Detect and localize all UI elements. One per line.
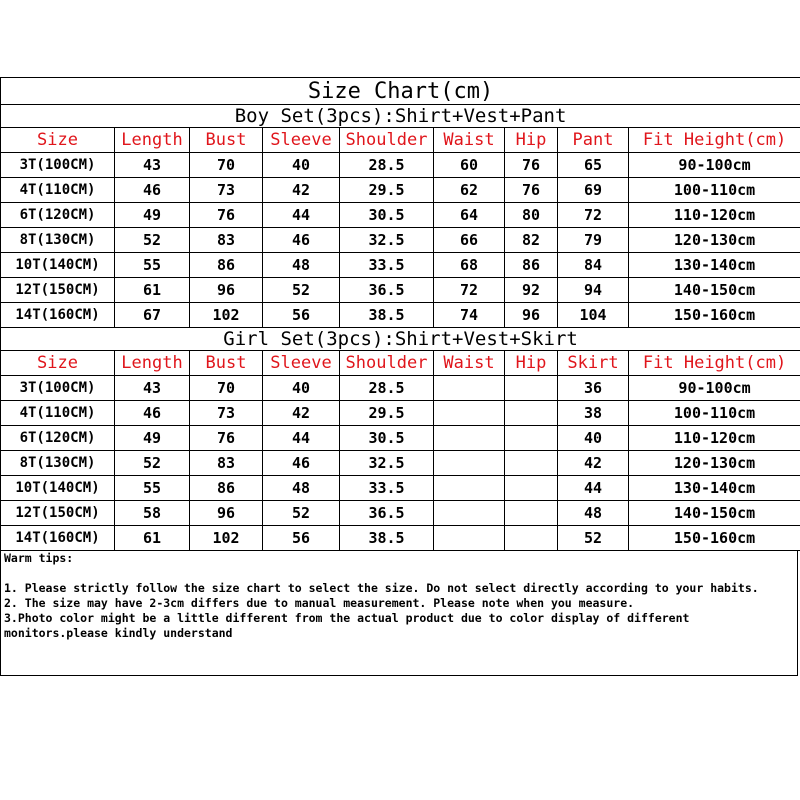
tip-line: 3.Photo color might be a little different from the actual product due to color display of different monitors.please kindly understand [4,611,690,640]
value-cell: 82 [505,228,558,253]
value-cell: 48 [263,253,340,278]
value-cell [505,401,558,426]
value-cell: 76 [190,426,263,451]
value-cell: 36.5 [340,278,434,303]
value-cell: 130-140cm [629,253,800,278]
size-table [0,77,800,551]
table-row [1,526,800,551]
column-header: Hip [505,351,558,376]
size-cell: 3T(100CM) [1,376,115,401]
value-cell: 38.5 [340,303,434,328]
value-cell: 33.5 [340,253,434,278]
boy-set-subtitle: Boy Set(3pcs):Shirt+Vest+Pant [1,105,800,128]
warm-tips [0,551,798,676]
value-cell: 49 [115,426,190,451]
value-cell: 150-160cm [629,526,800,551]
value-cell: 40 [558,426,629,451]
size-cell: 10T(140CM) [1,253,115,278]
value-cell: 60 [434,153,505,178]
value-cell: 52 [115,451,190,476]
value-cell [434,526,505,551]
value-cell [434,376,505,401]
value-cell: 56 [263,526,340,551]
value-cell: 73 [190,401,263,426]
table-row [1,228,800,253]
value-cell: 96 [505,303,558,328]
value-cell: 40 [263,153,340,178]
value-cell: 79 [558,228,629,253]
size-cell: 4T(110CM) [1,178,115,203]
size-cell: 3T(100CM) [1,153,115,178]
table-row [1,451,800,476]
value-cell: 52 [263,278,340,303]
column-header: Size [1,351,115,376]
column-header: Bust [190,128,263,153]
value-cell: 46 [115,178,190,203]
value-cell [434,451,505,476]
table-row [1,303,800,328]
value-cell: 55 [115,476,190,501]
column-header: Shoulder [340,351,434,376]
girl-set-subtitle: Girl Set(3pcs):Shirt+Vest+Skirt [1,328,800,351]
tip-line: 2. The size may have 2-3cm differs due to manual measurement. Please note when you measure. [4,596,635,610]
value-cell: 68 [434,253,505,278]
size-cell: 8T(130CM) [1,451,115,476]
column-header: Bust [190,351,263,376]
value-cell: 100-110cm [629,178,800,203]
value-cell: 67 [115,303,190,328]
value-cell [434,501,505,526]
value-cell: 96 [190,501,263,526]
value-cell: 43 [115,376,190,401]
value-cell: 32.5 [340,451,434,476]
value-cell [505,376,558,401]
column-header: Fit Height(cm) [629,351,800,376]
value-cell: 61 [115,526,190,551]
table-row [1,253,800,278]
value-cell: 64 [434,203,505,228]
column-header: Length [115,351,190,376]
value-cell: 72 [558,203,629,228]
value-cell [505,526,558,551]
value-cell: 65 [558,153,629,178]
value-cell: 29.5 [340,178,434,203]
tip-line: 1. Please strictly follow the size chart to select the size. Do not select directly according to your habits. [4,581,759,595]
value-cell [505,426,558,451]
value-cell [505,501,558,526]
value-cell: 80 [505,203,558,228]
value-cell [434,401,505,426]
value-cell: 104 [558,303,629,328]
value-cell: 32.5 [340,228,434,253]
value-cell [434,476,505,501]
column-header: Waist [434,351,505,376]
value-cell: 46 [263,228,340,253]
value-cell: 96 [190,278,263,303]
value-cell: 52 [115,228,190,253]
tips-heading: Warm tips: [4,551,74,565]
value-cell: 76 [190,203,263,228]
value-cell [434,426,505,451]
value-cell: 30.5 [340,203,434,228]
value-cell: 83 [190,228,263,253]
table-row [1,278,800,303]
value-cell: 150-160cm [629,303,800,328]
value-cell: 48 [263,476,340,501]
size-cell: 14T(160CM) [1,303,115,328]
value-cell: 76 [505,153,558,178]
size-cell: 4T(110CM) [1,401,115,426]
value-cell [505,451,558,476]
size-cell: 6T(120CM) [1,426,115,451]
value-cell: 28.5 [340,153,434,178]
value-cell: 86 [505,253,558,278]
value-cell: 69 [558,178,629,203]
value-cell: 44 [263,426,340,451]
value-cell: 70 [190,376,263,401]
value-cell: 84 [558,253,629,278]
column-header: Sleeve [263,351,340,376]
size-cell: 12T(150CM) [1,278,115,303]
value-cell: 86 [190,476,263,501]
value-cell: 66 [434,228,505,253]
value-cell: 52 [558,526,629,551]
table-row [1,501,800,526]
value-cell: 36 [558,376,629,401]
value-cell: 90-100cm [629,153,800,178]
column-header: Length [115,128,190,153]
chart-title: Size Chart(cm) [1,78,800,105]
value-cell: 61 [115,278,190,303]
value-cell: 58 [115,501,190,526]
table-row [1,426,800,451]
size-cell: 10T(140CM) [1,476,115,501]
value-cell: 73 [190,178,263,203]
size-cell: 12T(150CM) [1,501,115,526]
value-cell: 86 [190,253,263,278]
boy-header-row [1,128,800,153]
value-cell: 42 [558,451,629,476]
value-cell: 44 [263,203,340,228]
value-cell: 72 [434,278,505,303]
value-cell: 30.5 [340,426,434,451]
value-cell [505,476,558,501]
value-cell: 55 [115,253,190,278]
value-cell: 83 [190,451,263,476]
value-cell: 102 [190,526,263,551]
table-row [1,401,800,426]
value-cell: 110-120cm [629,426,800,451]
table-row [1,178,800,203]
size-cell: 8T(130CM) [1,228,115,253]
value-cell: 49 [115,203,190,228]
value-cell: 36.5 [340,501,434,526]
value-cell: 62 [434,178,505,203]
value-cell: 140-150cm [629,501,800,526]
size-cell: 14T(160CM) [1,526,115,551]
value-cell: 46 [263,451,340,476]
table-row [1,376,800,401]
table-row [1,203,800,228]
column-header: Hip [505,128,558,153]
column-header: Fit Height(cm) [629,128,800,153]
value-cell: 120-130cm [629,451,800,476]
value-cell: 130-140cm [629,476,800,501]
size-chart [0,77,800,676]
table-row [1,476,800,501]
column-header: Waist [434,128,505,153]
value-cell: 110-120cm [629,203,800,228]
value-cell: 100-110cm [629,401,800,426]
value-cell: 74 [434,303,505,328]
table-row [1,153,800,178]
value-cell: 94 [558,278,629,303]
value-cell: 120-130cm [629,228,800,253]
value-cell: 56 [263,303,340,328]
value-cell: 92 [505,278,558,303]
girl-header-row [1,351,800,376]
value-cell: 140-150cm [629,278,800,303]
column-header: Skirt [558,351,629,376]
value-cell: 46 [115,401,190,426]
column-header: Sleeve [263,128,340,153]
column-header: Size [1,128,115,153]
value-cell: 48 [558,501,629,526]
value-cell: 42 [263,178,340,203]
value-cell: 90-100cm [629,376,800,401]
value-cell: 43 [115,153,190,178]
value-cell: 28.5 [340,376,434,401]
column-header: Shoulder [340,128,434,153]
value-cell: 70 [190,153,263,178]
value-cell: 33.5 [340,476,434,501]
column-header: Pant [558,128,629,153]
value-cell: 76 [505,178,558,203]
size-cell: 6T(120CM) [1,203,115,228]
value-cell: 42 [263,401,340,426]
value-cell: 102 [190,303,263,328]
value-cell: 52 [263,501,340,526]
value-cell: 29.5 [340,401,434,426]
value-cell: 40 [263,376,340,401]
value-cell: 38.5 [340,526,434,551]
value-cell: 44 [558,476,629,501]
value-cell: 38 [558,401,629,426]
